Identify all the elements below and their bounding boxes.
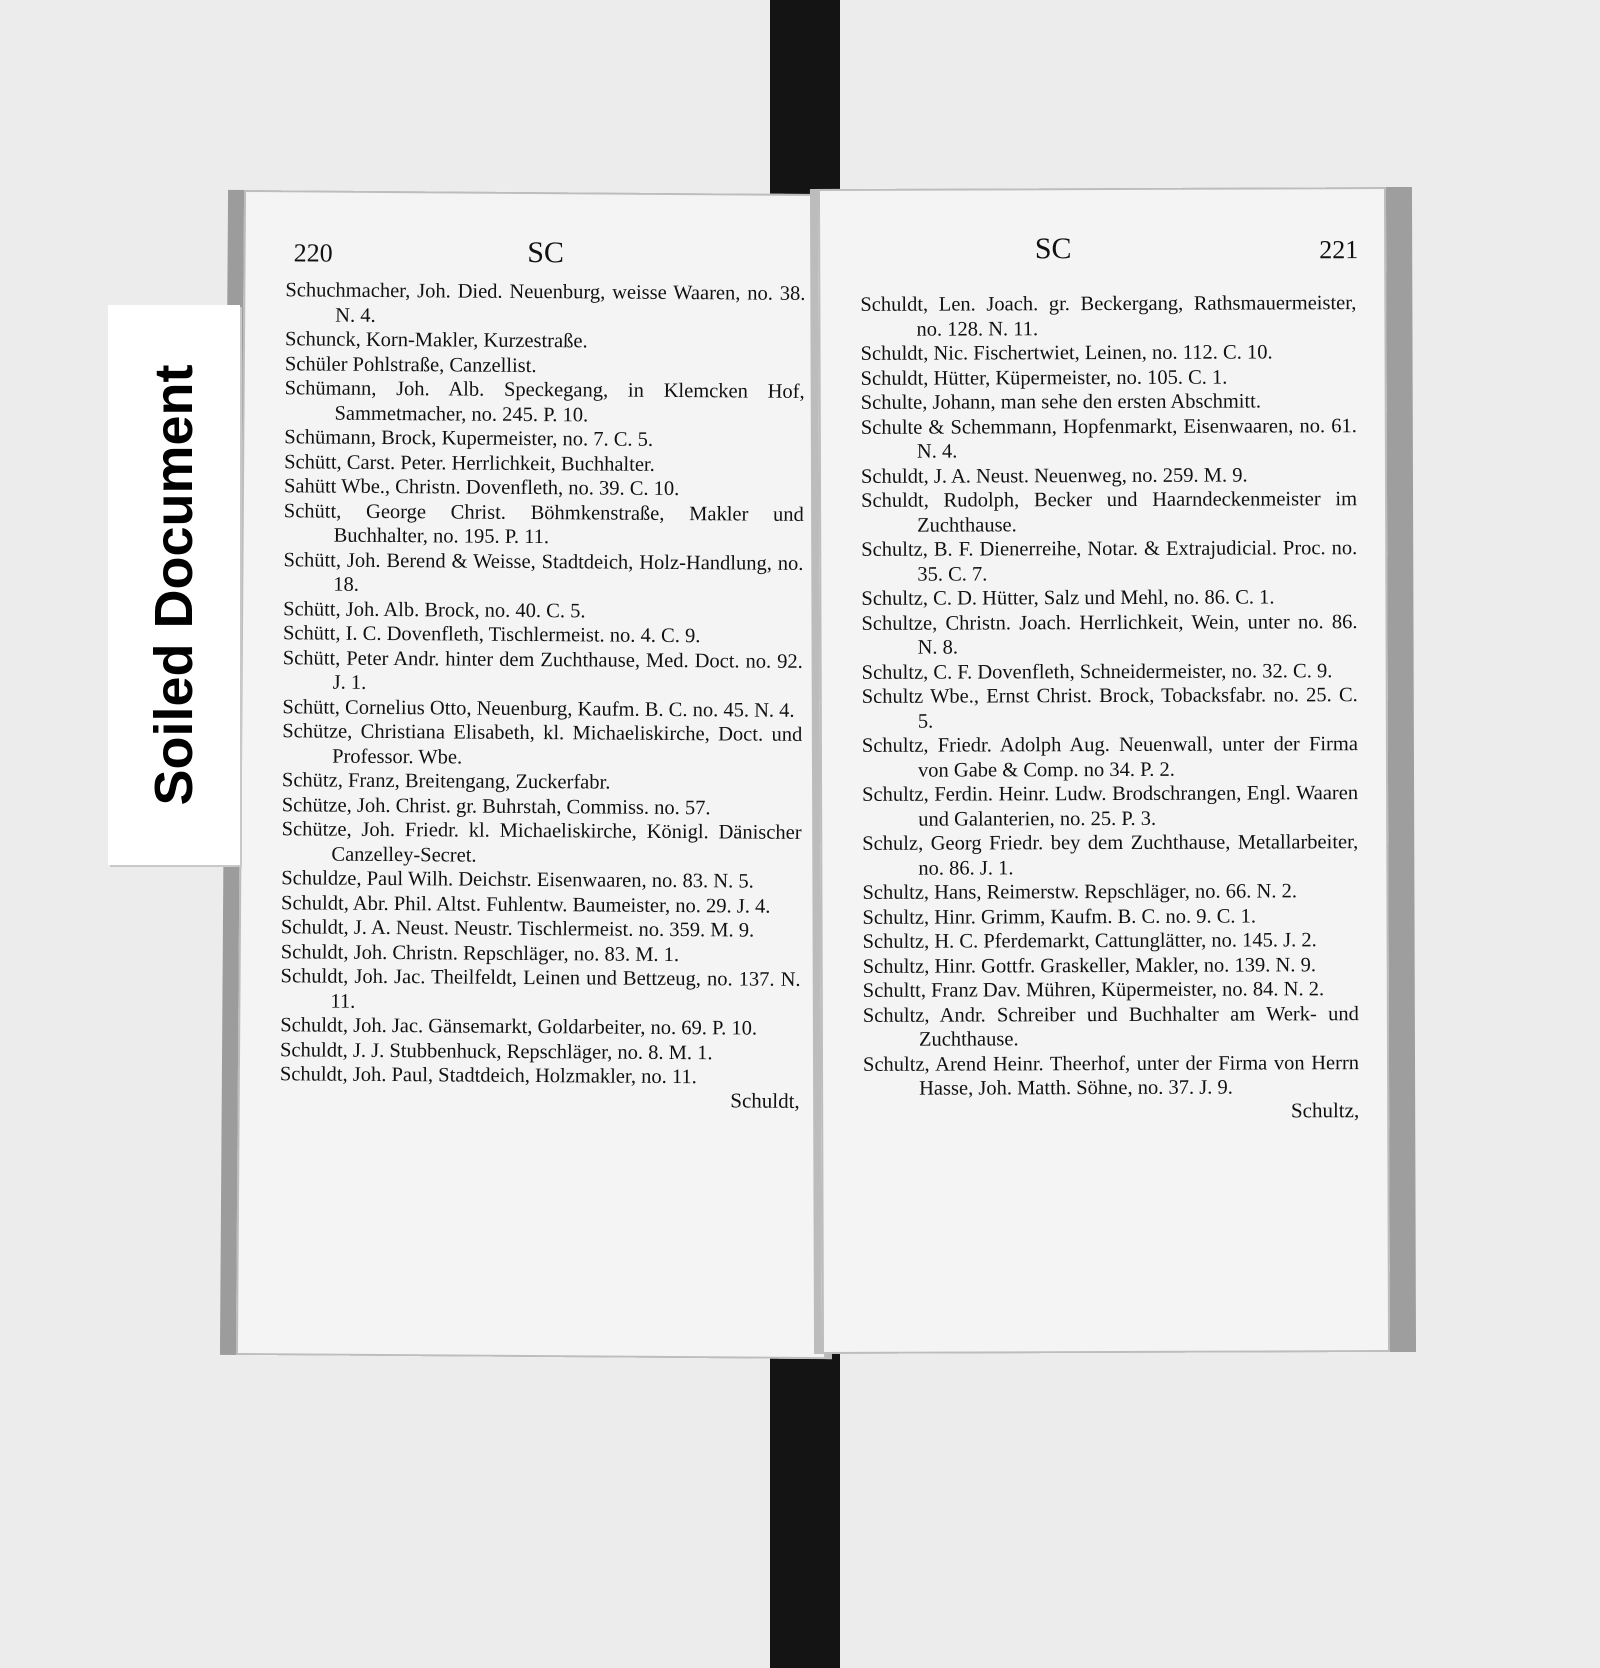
directory-entry: Schultz, C. D. Hütter, Salz und Mehl, no. 86. C. 1. [861, 586, 1275, 610]
directory-entry: Schütt, Peter Andr. hinter dem Zuchthause, Med. Doct. no. 92. J. 1. [282, 646, 803, 694]
left-page-running-head: SC [527, 235, 565, 270]
directory-entry: Schuldt, Hütter, Küpermeister, no. 105. C. 1. [860, 366, 1228, 390]
directory-entry: Schuldt, Joh. Jac. Theilfeldt, Leinen und Bettzeug, no. 137. N. 11. [280, 965, 801, 1013]
directory-entry: Sahütt Wbe., Christn. Dovenfleth, no. 39. C. 10. [283, 475, 680, 501]
book-spine-bottom [770, 1345, 840, 1668]
directory-entry: Schümann, Joh. Alb. Speckegang, in Klemcken Hof, Sammetmacher, no. 245. P. 10. [284, 377, 805, 426]
left-page-entries [280, 278, 806, 1113]
directory-entry: Schuldt, J. J. Stubbenhuck, Repschläger, no. 8. M. 1. [279, 1038, 713, 1064]
directory-entry: Schultz Wbe., Ernst Christ. Brock, Tobacksfabr. no. 25. C. 5. [861, 684, 1358, 733]
directory-entry: Schulte & Schemmann, Hopfenmarkt, Eisenwaaren, no. 61. N. 4. [860, 414, 1357, 463]
left-page-number: 220 [293, 238, 333, 268]
directory-entry: Schuldze, Paul Wilh. Deichstr. Eisenwaaren, no. 83. N. 5. [281, 867, 754, 893]
right-page-entries [860, 291, 1359, 1124]
book-spine-top [770, 0, 840, 205]
directory-entry: Schütze, Joh. Christ. gr. Buhrstah, Commiss. no. 57. [281, 793, 711, 819]
right-page-header [858, 232, 1359, 277]
directory-entry: Schuldt, Joh. Paul, Stadtdeich, Holzmakler, no. 11. [279, 1063, 697, 1089]
directory-entry: Schuldt, Len. Joach. gr. Beckergang, Rathsmauermeister, no. 128. N. 11. [860, 292, 1357, 341]
directory-entry: Schümann, Brock, Kupermeister, no. 7. C. 5. [284, 426, 654, 451]
directory-entry: Schütze, Christiana Elisabeth, kl. Michaeliskirche, Doct. und Professor. Wbe. [282, 720, 803, 769]
directory-entry: Schuldt, Nic. Fischertwiet, Leinen, no. 112. C. 10. [860, 341, 1273, 365]
directory-entry: Schunck, Korn-Makler, Kurzestraße. [284, 328, 588, 353]
right-page-number: 221 [1319, 235, 1359, 265]
soiled-document-label-text: Soiled Document [144, 364, 204, 806]
directory-entry: Schuldt, J. A. Neust. Neustr. Tischlermeist. no. 359. M. 9. [280, 916, 755, 942]
directory-entry: Schütt, I. C. Dovenfleth, Tischlermeist. no. 4. C. 9. [282, 622, 701, 648]
directory-entry: Schuldt, Joh. Christn. Repschläger, no. 83. M. 1. [280, 940, 680, 966]
left-page [220, 190, 840, 1359]
directory-entry: Schultze, Christn. Joach. Herrlichkeit, Wein, unter no. 86. N. 8. [861, 610, 1358, 659]
right-page [810, 187, 1416, 1354]
directory-entry: Schulte, Johann, man sehe den ersten Abschmitt. [860, 390, 1262, 414]
directory-entry: Schütt, Joh. Berend & Weisse, Stadtdeich, Holz-Handlung, no. 18. [283, 548, 804, 596]
directory-entry: Schuldt, Abr. Phil. Altst. Fuhlentw. Baumeister, no. 29. J. 4. [281, 891, 771, 918]
directory-entry: Schultz, B. F. Dienerreihe, Notar. & Extrajudicial. Proc. no. 35. C. 7. [861, 537, 1358, 586]
left-page-header [293, 235, 797, 282]
directory-entry: Schütt, George Christ. Böhmkenstraße, Makler und Buchhalter, no. 195. P. 11. [283, 499, 804, 549]
soiled-document-label [108, 305, 240, 865]
directory-entry: Schultz, Friedr. Adolph Aug. Neuenwall, unter der Firma von Gabe & Comp. no 34. P. 2. [861, 733, 1358, 782]
catchword: Schultz, [1290, 1097, 1360, 1122]
directory-entry: Schütt, Joh. Alb. Brock, no. 40. C. 5. [283, 597, 586, 622]
directory-entry: Schuldt, J. A. Neust. Neuenweg, no. 259. M. 9. [860, 464, 1248, 488]
directory-entry: Schuldt, Joh. Jac. Gänsemarkt, Goldarbeiter, no. 69. P. 10. [280, 1014, 758, 1040]
directory-entry: Schultz, Andr. Schreiber und Buchhalter am Werk- und Zuchthause. [862, 1002, 1359, 1051]
directory-entry: Schultz, Hans, Reimerstw. Repschläger, no. 66. N. 2. [862, 880, 1298, 904]
directory-entry: Schütt, Cornelius Otto, Neuenburg, Kaufm. B. C. no. 45. N. 4. [282, 695, 795, 722]
directory-entry: Schultz, Hinr. Gottfr. Graskeller, Makler, no. 139. N. 9. [862, 953, 1316, 978]
directory-entry: Schultz, C. F. Dovenfleth, Schneidermeister, no. 32. C. 9. [861, 659, 1333, 684]
directory-entry: Schultz, Arend Heinr. Theerhof, unter der Firma von Herrn Hasse, Joh. Matth. Söhne, no. 37. J. 9. [862, 1051, 1360, 1100]
directory-entry: Schuchmacher, Joh. Died. Neuenburg, weisse Waaren, no. 38. N. 4. [285, 279, 806, 327]
directory-entry: Schultz, Ferdin. Heinr. Ludw. Brodschrangen, Engl. Waaren und Galanterien, no. 25. P. 3. [862, 782, 1359, 831]
right-page-running-head: SC [1034, 232, 1072, 266]
directory-entry: Schütz, Franz, Breitengang, Zuckerfabr. [281, 769, 611, 794]
directory-entry: Schultt, Franz Dav. Mühren, Küpermeister, no. 84. N. 2. [862, 978, 1325, 1002]
catchword: Schuldt, [730, 1087, 800, 1113]
directory-entry: Schulz, Georg Friedr. bey dem Zuchthause, Metallarbeiter, no. 86. J. 1. [862, 831, 1359, 880]
directory-entry: Schütt, Carst. Peter. Herrlichkeit, Buchhalter. [284, 450, 655, 476]
directory-entry: Schütze, Joh. Friedr. kl. Michaeliskirche, Königl. Dänischer Canzelley-Secret. [281, 818, 802, 867]
directory-entry: Schultz, H. C. Pferdemarkt, Cattunglätter, no. 145. J. 2. [862, 929, 1317, 953]
directory-entry: Schultz, Hinr. Grimm, Kaufm. B. C. no. 9. C. 1. [862, 905, 1257, 929]
directory-entry: Schuldt, Rudolph, Becker und Haarndeckenmeister im Zuchthause. [861, 488, 1358, 537]
directory-entry: Schüler Pohlstraße, Canzellist. [284, 352, 537, 377]
